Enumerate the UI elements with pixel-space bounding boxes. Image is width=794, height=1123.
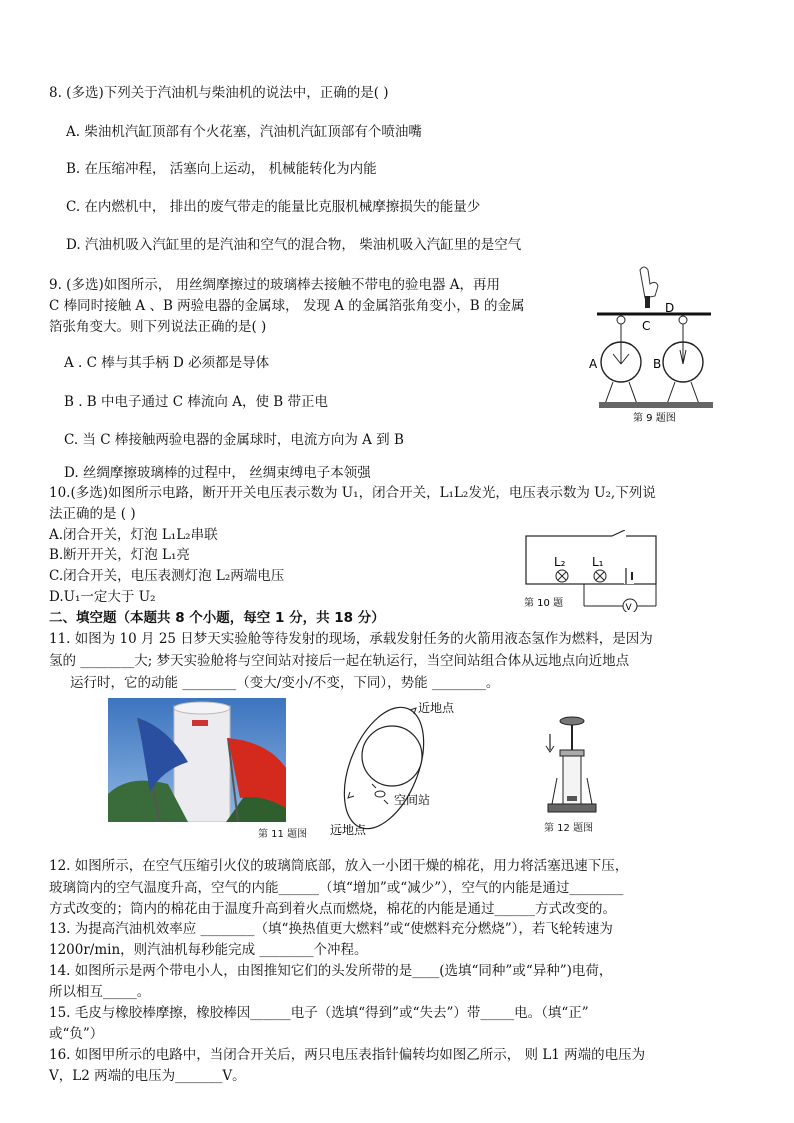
q12-stem-line2: 玻璃筒内的空气温度升高，空气的内能______（填“增加”或“减少”），空气的内能是通过________ <box>49 880 624 896</box>
q10-circuit-figure <box>520 530 665 612</box>
q12-stem-line3: 方式改变的；筒内的棉花由于温度升高到着火点而燃烧，棉花的内能是通过______方式改变的。 <box>49 901 616 917</box>
earth <box>362 726 422 786</box>
cotton <box>567 796 577 801</box>
label-l1: L₁ <box>592 555 604 569</box>
rod-handle-d <box>645 296 650 308</box>
q10-option-c: C.闭合开关，电压表测灯泡 L₂两端电压 <box>49 568 285 584</box>
label-v: V <box>625 603 632 612</box>
air-compression-igniter-figure <box>540 716 600 820</box>
q10-option-d: D.U₁一定大于 U₂ <box>49 589 156 605</box>
label-station: 空间站 <box>394 793 431 807</box>
q9-option-b: B . B 中电子通过 C 棒流向 A，使 B 带正电 <box>64 394 328 410</box>
q11-launch-photo <box>108 698 286 822</box>
label-l2: L₂ <box>554 555 566 569</box>
label-a: A <box>589 357 598 371</box>
q13-stem-line1: 13. 为提高汽油机效率应 ________（填“换热值更大燃料”或“使燃料充分燃烧”），若飞轮转速为 <box>49 921 613 937</box>
stand-base <box>599 402 713 408</box>
q12-stem-line1: 12. 如图所示，在空气压缩引火仪的玻璃筒底部，放入一小团干燥的棉花，用力将活塞迅速下压， <box>49 858 629 874</box>
q9-stem-line2: C 棒同时接触 A 、B 两验电器的金属球， 发现 A 的金属箔张角变小，B 的金属 <box>49 298 525 314</box>
cylinder-cap <box>560 750 584 756</box>
label-d: D <box>665 301 675 315</box>
q8-stem: 8. (多选)下列关于汽油机与柴油机的说法中，正确的是( ) <box>49 85 389 101</box>
electroscope-a-legs <box>605 382 637 404</box>
tower-top <box>174 702 230 714</box>
q9-stem-line3: 箔张角变大。则下列说法正确的是( ) <box>49 319 267 335</box>
q14-stem-line2: 所以相互_____。 <box>49 984 151 1000</box>
q11-stem-line3: 运行时，它的动能 ________（变大/变小/不变，下同），势能 ________。 <box>70 675 500 691</box>
label-apogee: 远地点 <box>330 823 367 837</box>
q9-option-a: A . C 棒与其手柄 D 必须都是导体 <box>64 355 270 371</box>
electroscope-b-ball <box>679 316 687 324</box>
q15-stem-line1: 15. 毛皮与橡胶棒摩擦，橡胶棒因______电子（选填“得到”或“失去”）带_____电。（填“正” <box>49 1005 589 1021</box>
label-c: C <box>642 319 651 333</box>
tower-logo <box>192 720 208 726</box>
q8-option-a: A. 柴油机汽缸顶部有个火花塞，汽油机汽缸顶部有个喷油嘴 <box>66 124 422 140</box>
hand-icon <box>640 267 658 298</box>
q10-option-a: A.闭合开关，灯泡 L₁L₂串联 <box>49 527 218 543</box>
q9-stem-line1: 9. (多选)如图所示， 用丝绸摩擦过的玻璃棒去接触不带电的验电器 A，再用 <box>49 277 501 293</box>
q15-stem-line2: 或“负”） <box>49 1026 104 1042</box>
q8-option-b: B. 在压缩冲程， 活塞向上运动， 机械能转化为内能 <box>66 161 377 177</box>
label-perigee: 近地点 <box>418 701 455 715</box>
q13-stem-line2: 1200r/min，则汽油机每秒能完成 ________个冲程。 <box>49 942 368 958</box>
q9-option-d: D. 丝绸摩擦玻璃棒的过程中， 丝绸束缚电子本领强 <box>64 465 371 481</box>
switch-gap <box>612 533 626 539</box>
igniter-base <box>548 804 596 812</box>
orbit-arrow-icon-lower <box>348 792 354 798</box>
space-station-icon <box>372 784 388 804</box>
q11-stem-line2: 氢的 ________大; 梦天实验舱将与空间站对接后一起在轨运行，当空间站组合体从远地点向近地点 <box>49 653 630 669</box>
q9-figure-caption: 第 9 题图 <box>633 413 676 424</box>
q8-option-d: D. 汽油机吸入汽缸里的是汽油和空气的混合物， 柴油机吸入汽缸里的是空气 <box>66 237 522 253</box>
section-fill-in-title: 二、填空题（本题共 8 个小题，每空 1 分，共 18 分） <box>49 610 385 626</box>
q11-photo-caption: 第 11 题图 <box>258 829 308 840</box>
q16-stem-line1: 16. 如图甲所示的电路中，当闭合开关后，两只电压表指针偏转均如图乙所示， 则 L1 两端的电压为 <box>49 1047 646 1063</box>
q9-electroscope-figure <box>585 262 715 424</box>
q10-stem-line1: 10.(多选)如图所示电路，断开开关电压表示数为 U₁，闭合开关，L₁L₂发光，电压表示数为 U₂,下列说 <box>49 485 656 501</box>
circuit-frame <box>526 536 656 584</box>
q12-figure-caption: 第 12 题图 <box>544 823 594 834</box>
q9-option-c: C. 当 C 棒接触两验电器的金属球时，电流方向为 A 到 B <box>64 432 404 448</box>
q8-option-c: C. 在内燃机中， 排出的废气带走的能量比克服机械摩擦损失的能量少 <box>66 199 481 215</box>
piston-knob <box>560 717 584 725</box>
q14-stem-line1: 14. 如图所示是两个带电小人，由图推知它们的头发所带的是____(选填“同种”或“异种”)电荷， <box>49 963 613 979</box>
q10-figure-caption: 第 10 题 <box>524 598 564 609</box>
orbit-diagram <box>330 698 470 838</box>
electroscope-a-ball <box>617 316 625 324</box>
label-b: B <box>653 357 662 371</box>
q10-option-b: B.断开开关，灯泡 L₁亮 <box>49 547 190 563</box>
q11-stem-line1: 11. 如图为 10 月 25 日梦天实验舱等待发射的现场，承载发射任务的火箭用液态氢作为燃料，是因为 <box>49 631 653 647</box>
q16-stem-line2: V，L2 两端的电压为_______V。 <box>49 1068 246 1084</box>
electroscope-b-legs <box>667 382 699 404</box>
q10-stem-line2: 法正确的是 ( ) <box>49 506 136 522</box>
